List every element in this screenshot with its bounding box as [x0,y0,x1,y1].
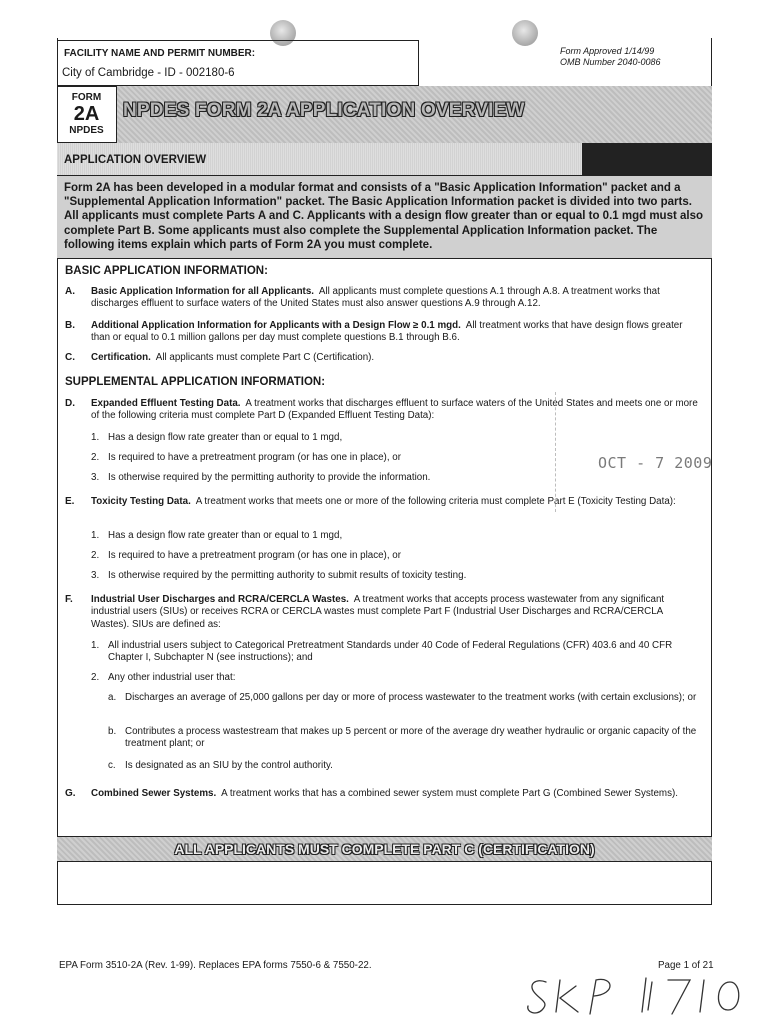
intro-paragraph: Form 2A has been developed in a modular format and consists of a "Basic Application Information" packet and a "Supplemental Application Information" packet. The Basic Application Information packet is divided into two parts. All applicants must complete Parts A and C. Applicants with a design flow greater than or equal to 0.1 mgd must also complete Part B. Some applicants must also complete the Supplemental Application Information packet. The following items explain which parts of Form 2A you must complete. [57,175,712,259]
item-letter: D. [65,398,75,409]
item-letter: A. [65,286,75,297]
facility-box [57,40,419,86]
facility-value: City of Cambridge - ID - 002180-6 [62,67,235,79]
item-g [91,788,703,800]
item-title: Expanded Effluent Testing Data. [91,398,241,409]
form-label: FORM [71,92,102,103]
facility-label: FACILITY NAME AND PERMIT NUMBER: [64,48,256,59]
stamp-date: OCT - 7 2009 [598,454,713,472]
item-text: All applicants must complete Part C (Certification). [155,352,375,363]
divider [57,904,712,905]
form-id-box [57,86,117,143]
item-text: A treatment works that discharges effluent to surface waters of the United States and meets one or more of the following criteria must complete Part D (Expanded Effluent Testing Data): [91,398,698,422]
item-title: Basic Application Information for all Applicants. [91,286,314,297]
item-letter: C. [65,352,75,363]
item-c [91,352,703,364]
item-text: All treatment works that have design flows greater than or equal to 0.1 million gallons per day must complete questions B.1 through B.6. [91,320,683,344]
page-title: NPDES FORM 2A APPLICATION OVERVIEW [123,100,525,121]
handwritten-signature [516,972,746,1018]
item-letter: E. [65,496,75,507]
item-letter: B. [65,320,75,331]
omb-number: OMB Number 2040-0086 [560,57,661,67]
item-title: Certification. [91,352,151,363]
item-a [91,286,703,311]
item-f [91,594,703,631]
form-program: NPDES [69,125,104,136]
title-bar [117,86,712,143]
item-title: Toxicity Testing Data. [91,496,191,507]
item-title: Industrial User Discharges and RCRA/CERCLA Wastes. [91,594,349,605]
basic-heading: BASIC APPLICATION INFORMATION: [65,265,268,277]
footer-form-id: EPA Form 3510-2A (Rev. 1-99). Replaces EPA forms 7550-6 & 7550-22. [59,960,372,971]
item-text: A treatment works that meets one or more of the following criteria must complete Part E (Toxicity Testing Data): [195,496,676,507]
item-text: A treatment works that has a combined sewer system must complete Part G (Combined Sewer Systems). [221,788,678,799]
banner-text: ALL APPLICANTS MUST COMPLETE PART C (CERTIFICATION) [174,841,595,857]
item-text: All applicants must complete questions A.1 through A.8. A treatment works that discharges effluent to surface waters of the United States must also answer questions A.9 through A.12. [91,286,660,310]
overview-band [57,143,712,175]
item-letter: F. [65,594,73,605]
item-text: A treatment works that accepts process wastewater from any significant industrial users (SIUs) or receives RCRA or CERCLA wastes must complete Part F (Industrial User Discharges and RCRA/CERCLA Wastes). SIUs are defined as: [91,594,665,630]
received-stamp [555,392,715,512]
all-applicants-banner [57,836,712,862]
approval-info [560,46,661,68]
item-title: Additional Application Information for Applicants with a Design Flow ≥ 0.1 mgd. [91,320,461,331]
form-approved: Form Approved 1/14/99 [560,46,655,56]
form-number: 2A [73,103,100,125]
item-title: Combined Sewer Systems. [91,788,217,799]
page-number: Page 1 of 21 [658,960,714,971]
item-b [91,320,703,345]
overview-heading: APPLICATION OVERVIEW [64,154,207,166]
item-letter: G. [65,788,76,799]
supplemental-heading: SUPPLEMENTAL APPLICATION INFORMATION: [65,376,326,388]
